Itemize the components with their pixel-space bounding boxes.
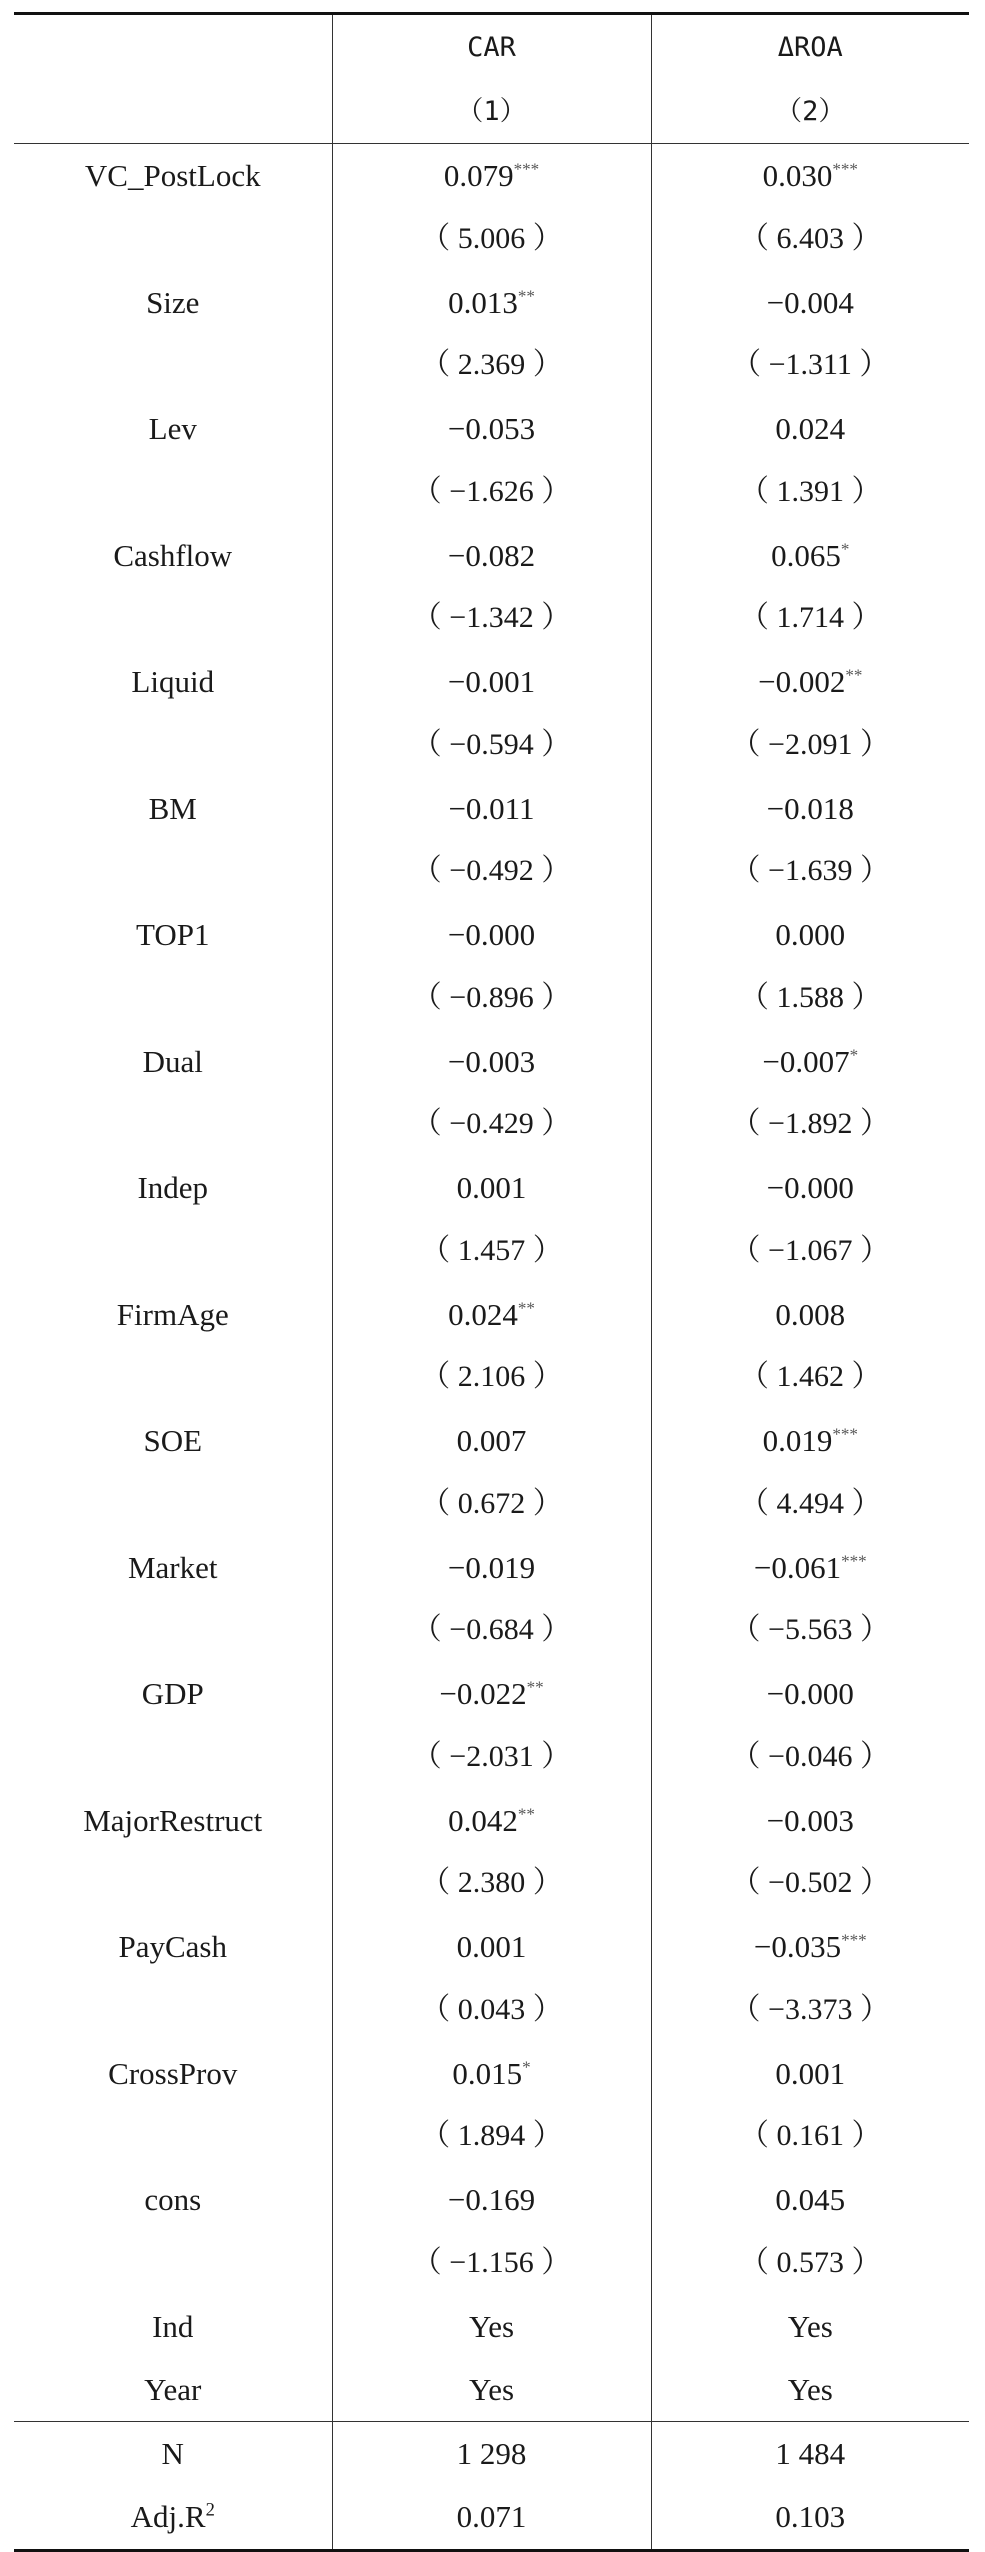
cell-value: 0.079 <box>443 158 514 194</box>
cell-value: （ −1.067 ） <box>730 1233 890 1267</box>
stat-label-text: N <box>161 2436 184 2472</box>
table-row-coefficient <box>14 1156 969 1219</box>
row-variable-label <box>14 1978 332 2041</box>
cell-value: −0.022 <box>439 1676 527 1712</box>
col2-cell <box>651 2358 969 2422</box>
stat-col1-cell: 0.071 <box>332 2485 651 2550</box>
cell-value: 0.001 <box>775 2055 846 2091</box>
significance-stars: ** <box>517 1298 535 1318</box>
col1-cell <box>332 1852 651 1915</box>
col1-cell <box>332 1156 651 1219</box>
row-variable-label <box>14 587 332 650</box>
cell-value: −0.169 <box>447 2182 536 2218</box>
cell-value: 0.015 <box>452 2055 523 2091</box>
significance-stars: * <box>849 1045 859 1065</box>
col2-cell <box>651 1346 969 1409</box>
cell-value: −0.001 <box>447 664 536 700</box>
significance-stars: * <box>840 539 850 559</box>
col2-cell <box>651 1093 969 1156</box>
table-row-coefficient <box>14 2358 969 2422</box>
col1-cell <box>332 1283 651 1346</box>
table-row-coefficient <box>14 1662 969 1725</box>
col2-cell <box>651 1662 969 1725</box>
row-variable-label <box>14 840 332 903</box>
row-variable-label: Dual <box>142 1043 203 1079</box>
col1-cell <box>332 2105 651 2168</box>
row-variable-label: GDP <box>141 1676 204 1712</box>
row-variable-label: FirmAge <box>116 1296 229 1332</box>
col1-cell <box>332 2231 651 2294</box>
col2-cell <box>651 840 969 903</box>
table-row-coefficient <box>14 2042 969 2105</box>
cell-value: （ 6.403 ） <box>739 221 882 255</box>
stat-label-superscript: 2 <box>205 2500 215 2522</box>
cell-value: Yes <box>787 2371 833 2407</box>
cell-value: （ 1.457 ） <box>420 1233 563 1267</box>
row-variable-label <box>14 2231 332 2294</box>
table-row-tstat <box>14 966 969 1029</box>
col1-cell <box>332 1346 651 1409</box>
table-row-stat <box>14 2485 969 2550</box>
cell-value: （ −0.492 ） <box>411 854 572 888</box>
stat-col2-cell: 0.103 <box>651 2485 969 2550</box>
col2-cell <box>651 2231 969 2294</box>
row-variable-label <box>14 2105 332 2168</box>
cell-value: （ −3.373 ） <box>730 1992 890 2026</box>
significance-stars: ** <box>845 665 863 685</box>
cell-value: （ −0.594 ） <box>411 727 572 761</box>
table-row-tstat <box>14 840 969 903</box>
col1-cell <box>332 1978 651 2041</box>
col1-cell <box>332 271 651 334</box>
cell-value: 0.001 <box>456 1170 527 1206</box>
stat-col2-cell: 1 484 <box>651 2422 969 2486</box>
cell-value: 0.019 <box>762 1423 833 1459</box>
col2-cell <box>651 271 969 334</box>
cell-value: −0.003 <box>766 1802 854 1838</box>
col2-cell <box>651 2105 969 2168</box>
cell-value: 0.024 <box>448 1296 518 1332</box>
row-variable-label: cons <box>144 2182 202 2218</box>
cell-value: −0.000 <box>766 1170 854 1206</box>
row-stat-label <box>14 2485 332 2550</box>
cell-value: −0.018 <box>766 790 854 826</box>
col1-cell <box>332 1662 651 1725</box>
table-row-coefficient <box>14 1789 969 1852</box>
header-variable-cell <box>14 14 332 80</box>
col1-cell <box>332 2295 651 2358</box>
cell-value: −0.004 <box>766 284 854 320</box>
significance-stars: ** <box>517 1804 535 1824</box>
cell-value: −0.000 <box>766 1676 854 1712</box>
cell-value: Yes <box>468 2308 515 2344</box>
cell-value: （ 1.894 ） <box>420 2119 563 2153</box>
header-number-1: （1） <box>332 79 651 144</box>
table-row-tstat <box>14 460 969 523</box>
cell-value: 0.007 <box>456 1423 527 1459</box>
col2-cell <box>651 713 969 776</box>
table-row-coefficient <box>14 1536 969 1599</box>
cell-value: −0.007 <box>762 1043 850 1079</box>
cell-value: （ −1.342 ） <box>411 601 572 635</box>
col1-cell <box>332 840 651 903</box>
col1-cell <box>332 1472 651 1535</box>
col1-cell <box>332 777 651 840</box>
table-row-tstat <box>14 1978 969 2041</box>
cell-value: Yes <box>468 2371 515 2407</box>
row-variable-label <box>14 1852 332 1915</box>
cell-value: 0.065 <box>771 537 841 573</box>
row-variable-label: BM <box>148 790 197 826</box>
cell-value: （ 0.672 ） <box>420 1486 563 1520</box>
col2-cell <box>651 587 969 650</box>
cell-value: （ −1.639 ） <box>730 854 890 888</box>
col1-cell <box>332 144 651 208</box>
table-row-tstat <box>14 587 969 650</box>
cell-value: （ 0.161 ） <box>739 2119 882 2153</box>
cell-value: −0.061 <box>753 1549 842 1585</box>
cell-value: （ −1.311 ） <box>731 348 890 382</box>
cell-value: （ 2.369 ） <box>420 348 563 382</box>
table-row-coefficient <box>14 524 969 587</box>
significance-stars: ** <box>526 1677 544 1697</box>
header-row-number <box>14 79 969 144</box>
table-row-tstat <box>14 334 969 397</box>
cell-value: （ 5.006 ） <box>420 221 563 255</box>
cell-value: −0.000 <box>447 917 536 953</box>
cell-value: （ −1.626 ） <box>411 474 572 508</box>
cell-value: 0.001 <box>456 1929 527 1965</box>
table-row-coefficient <box>14 650 969 713</box>
cell-value: （ −1.156 ） <box>411 2245 572 2279</box>
col1-cell <box>332 1030 651 1093</box>
cell-value: （ −0.684 ） <box>411 1613 572 1647</box>
col2-cell <box>651 1852 969 1915</box>
stat-label-text: Adj.R <box>130 2499 206 2535</box>
col2-cell <box>651 1915 969 1978</box>
col2-cell <box>651 1536 969 1599</box>
table-row-tstat <box>14 1093 969 1156</box>
col2-cell <box>651 2295 969 2358</box>
header-number-empty <box>14 79 332 144</box>
col2-cell <box>651 144 969 208</box>
table-row-tstat <box>14 1346 969 1409</box>
significance-stars: ** <box>517 286 535 306</box>
cell-value: −0.019 <box>447 1549 536 1585</box>
cell-value: （ −1.892 ） <box>730 1107 890 1141</box>
col2-cell <box>651 1978 969 2041</box>
table-row-coefficient <box>14 1409 969 1472</box>
table-row-tstat <box>14 2231 969 2294</box>
col2-cell <box>651 2168 969 2231</box>
cell-value: Yes <box>787 2308 833 2344</box>
col2-cell <box>651 1409 969 1472</box>
row-variable-label <box>14 1725 332 1788</box>
table-row-tstat <box>14 1472 969 1535</box>
col2-cell <box>651 334 969 397</box>
col1-cell <box>332 524 651 587</box>
table-row-tstat <box>14 1852 969 1915</box>
row-variable-label: Indep <box>137 1170 209 1206</box>
table-row-coefficient <box>14 777 969 840</box>
col1-cell <box>332 207 651 270</box>
row-variable-label <box>14 207 332 270</box>
col1-cell <box>332 1915 651 1978</box>
col2-cell <box>651 1156 969 1219</box>
cell-value: 0.008 <box>775 1296 846 1332</box>
row-variable-label: Liquid <box>131 664 215 700</box>
row-variable-label: MajorRestruct <box>83 1802 263 1838</box>
col2-cell <box>651 650 969 713</box>
col1-cell <box>332 587 651 650</box>
col2-cell <box>651 777 969 840</box>
table-row-tstat <box>14 1599 969 1662</box>
col1-cell <box>332 1599 651 1662</box>
col2-cell <box>651 207 969 270</box>
stat-col1-cell: 1 298 <box>332 2422 651 2486</box>
cell-value: （ −5.563 ） <box>730 1613 890 1647</box>
row-variable-label <box>14 334 332 397</box>
row-variable-label: CrossProv <box>108 2055 238 2091</box>
table-row-tstat <box>14 2105 969 2168</box>
col1-cell <box>332 1789 651 1852</box>
table-row-coefficient <box>14 2295 969 2358</box>
cell-value: （ −0.502 ） <box>730 1866 890 1900</box>
header-number-2: （2） <box>651 79 969 144</box>
cell-value: （ 1.391 ） <box>739 474 882 508</box>
col2-cell <box>651 397 969 460</box>
header-car: CAR <box>332 14 651 80</box>
col1-cell <box>332 460 651 523</box>
col1-cell <box>332 650 651 713</box>
row-variable-label <box>14 1093 332 1156</box>
row-variable-label: VC_PostLock <box>14 144 332 208</box>
col1-cell <box>332 2042 651 2105</box>
cell-value: （ −2.031 ） <box>411 1739 572 1773</box>
table-row-tstat <box>14 1725 969 1788</box>
col1-cell <box>332 397 651 460</box>
col1-cell <box>332 1725 651 1788</box>
header-row-model <box>14 14 969 80</box>
significance-stars: * <box>522 2057 531 2077</box>
table-row-coefficient <box>14 397 969 460</box>
cell-value: （ 1.462 ） <box>739 1360 882 1394</box>
regression-table <box>14 12 969 2552</box>
cell-value: （ 0.573 ） <box>739 2245 882 2279</box>
cell-value: （ 1.714 ） <box>739 601 882 635</box>
col2-cell <box>651 966 969 1029</box>
col1-cell <box>332 1093 651 1156</box>
col1-cell <box>332 334 651 397</box>
cell-value: −0.011 <box>448 790 535 826</box>
row-variable-label: Cashflow <box>113 537 233 573</box>
col2-cell <box>651 1219 969 1282</box>
cell-value: 0.030 <box>762 158 833 194</box>
col1-cell <box>332 713 651 776</box>
cell-value: −0.082 <box>447 537 536 573</box>
cell-value: （ −0.429 ） <box>411 1107 572 1141</box>
cell-value: −0.035 <box>753 1929 842 1965</box>
cell-value: 0.024 <box>775 411 846 447</box>
col2-cell <box>651 1599 969 1662</box>
col2-cell <box>651 524 969 587</box>
row-variable-label <box>14 1346 332 1409</box>
row-variable-label <box>14 713 332 776</box>
cell-value: −0.003 <box>447 1043 536 1079</box>
row-variable-label <box>14 966 332 1029</box>
header-delta-roa: ΔROA <box>651 14 969 80</box>
cell-value: （ 2.106 ） <box>420 1360 563 1394</box>
significance-stars: *** <box>841 1551 867 1571</box>
row-variable-label <box>14 1219 332 1282</box>
row-variable-label: PayCash <box>118 1929 227 1965</box>
table-row-stat <box>14 2422 969 2486</box>
row-variable-label <box>14 1472 332 1535</box>
col2-cell <box>651 903 969 966</box>
cell-value: （ 2.380 ） <box>420 1866 563 1900</box>
cell-value: 0.013 <box>448 284 518 320</box>
table-row-tstat <box>14 207 969 270</box>
table-row-tstat <box>14 1219 969 1282</box>
row-variable-label: Market <box>127 1549 218 1585</box>
table-row-tstat <box>14 713 969 776</box>
cell-value: （ 4.494 ） <box>739 1486 882 1520</box>
cell-value: −0.002 <box>758 664 846 700</box>
significance-stars: *** <box>513 159 540 179</box>
cell-value: 0.045 <box>775 2182 846 2218</box>
cell-value: （ −0.046 ） <box>730 1739 890 1773</box>
significance-stars: *** <box>841 1930 867 1950</box>
table-row-coefficient <box>14 144 969 208</box>
cell-value: 0.042 <box>448 1802 518 1838</box>
table-row-coefficient <box>14 903 969 966</box>
row-variable-label: SOE <box>143 1423 203 1459</box>
row-variable-label <box>14 460 332 523</box>
col1-cell <box>332 903 651 966</box>
cell-value: −0.053 <box>447 411 536 447</box>
table-row-coefficient <box>14 1283 969 1346</box>
col2-cell <box>651 460 969 523</box>
table-footer <box>14 2422 969 2551</box>
cell-value: （ −0.896 ） <box>411 980 572 1014</box>
row-variable-label <box>14 1599 332 1662</box>
row-variable-label: Size <box>146 284 200 320</box>
col2-cell <box>651 1472 969 1535</box>
row-variable-label: Ind <box>152 2308 194 2344</box>
col1-cell <box>332 2358 651 2422</box>
cell-value: （ −2.091 ） <box>730 727 890 761</box>
row-variable-label: TOP1 <box>135 917 210 953</box>
col2-cell <box>651 1789 969 1852</box>
significance-stars: *** <box>832 159 858 179</box>
cell-value: （ 1.588 ） <box>739 980 882 1014</box>
table-row-coefficient <box>14 271 969 334</box>
table-body <box>14 144 969 2422</box>
col2-cell <box>651 1283 969 1346</box>
col2-cell <box>651 1030 969 1093</box>
table-row-coefficient <box>14 1915 969 1978</box>
row-stat-label <box>14 2422 332 2486</box>
row-variable-label: Lev <box>148 411 197 447</box>
col2-cell <box>651 2042 969 2105</box>
significance-stars: *** <box>832 1424 858 1444</box>
col1-cell <box>332 1536 651 1599</box>
row-variable-label: Year <box>144 2371 202 2407</box>
table-row-coefficient <box>14 1030 969 1093</box>
col1-cell <box>332 2168 651 2231</box>
cell-value: 0.000 <box>775 917 846 953</box>
col1-cell <box>332 1409 651 1472</box>
col1-cell <box>332 966 651 1029</box>
col1-cell <box>332 1219 651 1282</box>
table-row-coefficient <box>14 2168 969 2231</box>
cell-value: （ 0.043 ） <box>420 1992 563 2026</box>
col2-cell <box>651 1725 969 1788</box>
